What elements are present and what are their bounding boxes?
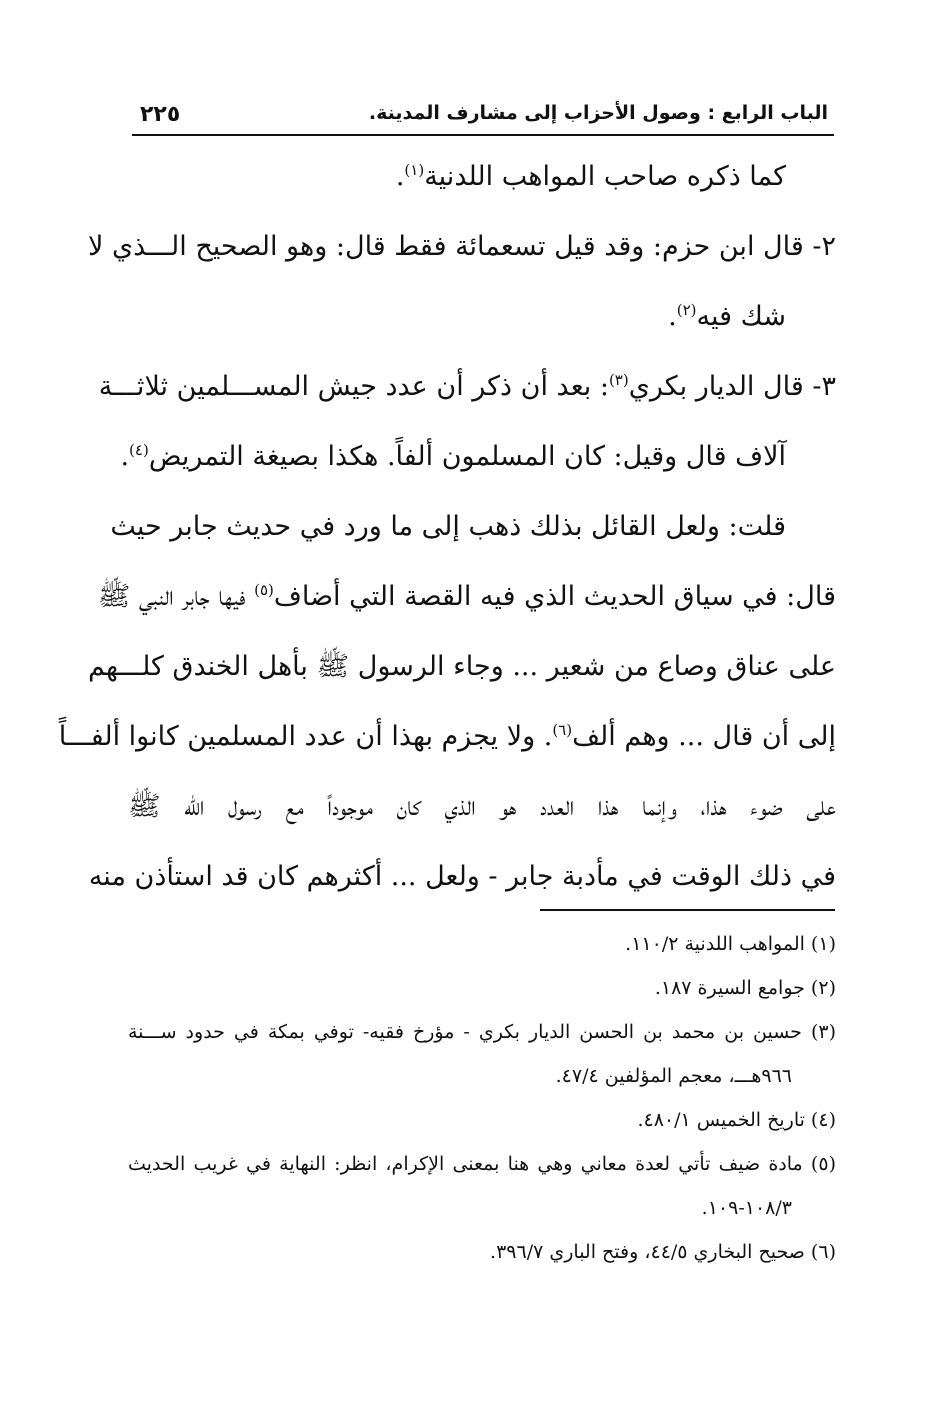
body-text-span: : بعد أن ذكر أن عدد جيش المســـلمين ثلاثـــة bbox=[98, 371, 609, 402]
body-line-1 bbox=[128, 142, 836, 212]
body-line-5 bbox=[120, 422, 836, 492]
body-text-span: فيها جابر النبي ﷺ bbox=[97, 581, 255, 612]
body-line-10 bbox=[128, 772, 836, 842]
running-title: الباب الرابع : وصول الأحزاب إلى مشارف المدينة. bbox=[368, 102, 828, 124]
footnote-ref-3: (٣) bbox=[608, 371, 629, 389]
footnote-3-continued: ٩٦٦هـــ، معجم المؤلفين ٤٧/٤. bbox=[555, 1065, 792, 1087]
body-text-span: آلاف قال وقيل: كان المسلمون ألفاً. هكذا بصيغة التمريض bbox=[148, 441, 786, 472]
footnote-2: (٢) جوامع السيرة ١٨٧. bbox=[654, 977, 836, 999]
body-line-8 bbox=[87, 632, 836, 702]
line-end-period: . bbox=[668, 301, 677, 332]
body-text-span: إلى أن قال ... وهم ألف bbox=[572, 721, 836, 752]
body-text-span: على عناق وصاع من شعير ... وجاء الرسول ﷺ بأهل الخندق كلـــهم bbox=[87, 651, 836, 682]
line-end-period: . bbox=[395, 161, 405, 192]
body-text-span: قال: في سياق الحديث الذي فيه القصة التي أضاف bbox=[273, 581, 836, 612]
footnotes bbox=[128, 922, 836, 1274]
body-line-3 bbox=[128, 282, 836, 352]
body-line-7 bbox=[97, 562, 836, 632]
footnote-6: (٦) صحيح البخاري ٤٤/٥، وفتح الباري ٣٩٦/٧. bbox=[490, 1241, 836, 1263]
body-line-11 bbox=[88, 842, 836, 912]
page-number: ٢٢٥ bbox=[140, 102, 181, 127]
footnote-separator bbox=[540, 909, 835, 911]
footnote-ref-6: (٦) bbox=[552, 721, 573, 739]
body-text-span: قلت: ولعل القائل بذلك ذهب إلى ما ورد في حديث جابر حيث bbox=[110, 511, 786, 542]
footnote-ref-4: (٤) bbox=[129, 441, 149, 459]
page-header bbox=[132, 100, 834, 136]
body-text bbox=[58, 142, 836, 912]
body-line-4 bbox=[98, 352, 836, 422]
footnote-5-continued: ١٠٨/٣-١٠٩. bbox=[701, 1197, 792, 1219]
body-text-span: ٢- قال ابن حزم: وقد قيل تسعمائة فقط قال: وهو الصحيح الـــذي لا bbox=[88, 231, 836, 262]
footnote-5: (٥) مادة ضيف تأتي لعدة معاني وهي هنا بمعنى الإكرام، انظر: النهاية في غريب الحديث bbox=[128, 1153, 836, 1175]
footnote-ref-1: (١) bbox=[404, 161, 425, 179]
body-text-span: شك فيه bbox=[696, 301, 786, 332]
body-text-span: في ذلك الوقت في مأدبة جابر - ولعل ... أكثرهم كان قد استأذن منه bbox=[88, 861, 836, 892]
footnote-4: (٤) تاريخ الخميس ٤٨٠/١. bbox=[637, 1109, 836, 1131]
body-text-span: ٣- قال الديار بكري bbox=[628, 371, 836, 402]
body-line-2 bbox=[88, 212, 836, 282]
body-line-9 bbox=[58, 702, 836, 772]
body-text-span: . ولا يجزم بهذا أن عدد المسلمين كانوا ألفـــاً bbox=[58, 721, 553, 752]
body-text-span: كما ذكره صاحب المواهب اللدنية bbox=[424, 161, 786, 192]
footnote-ref-5: (٥) bbox=[254, 581, 274, 599]
body-line-6 bbox=[110, 492, 836, 562]
footnote-1: (١) المواهب اللدنية ١١٠/٢. bbox=[625, 933, 836, 955]
footnote-3: (٣) حسين بن محمد بن الحسن الديار بكري - مؤرخ فقيه- توفي بمكة في حدود ســـنة bbox=[128, 1021, 836, 1043]
footnote-ref-2: (٢) bbox=[676, 301, 697, 319]
body-text-span: على ضوء هذا، وإنما هذا العدد هو الذي كان موجوداً مع رسول الله ﷺ bbox=[128, 791, 836, 822]
line-end-period: . bbox=[120, 441, 130, 472]
